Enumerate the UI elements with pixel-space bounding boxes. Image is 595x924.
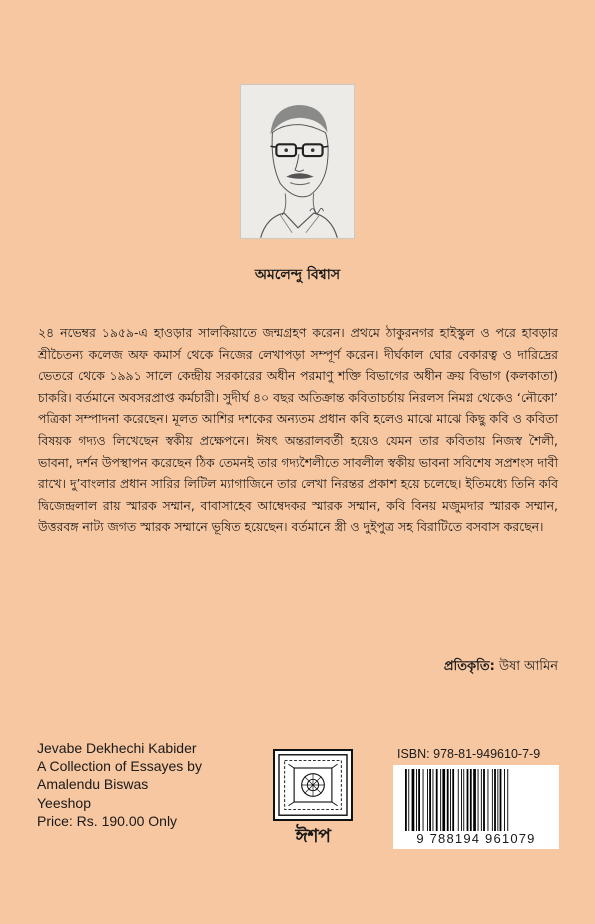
barcode-bars-icon <box>403 769 553 831</box>
portrait-credit-label: প্রতিকৃতি: <box>443 659 495 674</box>
book-publisher: Yeeshop <box>37 794 91 811</box>
portrait-credit <box>444 657 558 678</box>
author-portrait-sketch <box>240 84 355 239</box>
book-subtitle-line-1: A Collection of Essayes by <box>37 758 202 775</box>
barcode <box>393 765 559 849</box>
author-biography: ২৪ নভেম্বর ১৯৫৯-এ হাওড়ার সালকিয়াতে জন্মগ্রহণ করেন। প্রথমে ঠাকুরনগর হাইস্কুল ও পরে হাবড়ার শ্রীচৈতন্য কলেজ অফ কমার্স থেকে নিজের লেখাপড়া সম্পূর্ণ করেন। দীর্ঘকাল ঘোর বেকারত্ব ও দারিদ্রের ভেতরে থেকে ১৯৯১ সালে কেন্দ্রীয় সরকারের অধীন পরমাণু শক্তি বিভাগের অধীন ক্রয় বিভাগ (কলকাতা) চাকরি। বর্তমানে অবসরপ্রাপ্ত কর্মচারী। সুদীর্ঘ ৪০ বছর অতিক্রান্ত কবিতাচর্চায় নিরলস নিমগ্ন থেকেও ‘নৌকো’ পত্রিকা সম্পাদনা করেছেন। মূলত আশির দশকের অন্যতম প্রধান কবি হলেও মাঝে মাঝে কিছু কবি ও কবিতা বিষয়ক গদ্যও লিখেছেন স্বকীয় প্রক্ষেপনে। ঈষৎ অন্তরালবর্তী হয়েও যেমন তার কবিতায় নিজস্ব শৈলী, ভাবনা, দর্শন উপস্থাপন করেছেন ঠিক তেমনই তার গদ্যশৈলীতে সাবলীল স্বকীয় ভাবনা সবিশেষ সপ্রশংস দাবী রাখে। দু’বাংলার প্রধান সারির লিটিল ম্যাগাজিনে তার লেখা নিরন্তর প্রকাশ হয়ে চলেছে। ইতিমধ্যে তিনি কবি দ্বিজেন্দ্রলাল রায় স্মারক সম্মান, বাবাসাহেব আম্বেদকর স্মারক সম্মান, কবি বিনয় মজুমদার স্মারক সম্মান, উত্তরবঙ্গ নাট্য জগত স্মারক সম্মানে ভূষিত হয়েছেন। বর্তমানে স্ত্রী ও দুইপুত্র সহ বিরাটিতে বসবাস করছেন। <box>38 325 558 535</box>
isbn-label: ISBN: 978-81-949610-7-9 <box>397 747 541 761</box>
book-price: Price: Rs. 190.00 Only <box>37 812 178 829</box>
book-subtitle-line-2: Amalendu Biswas <box>37 776 149 793</box>
isbn-block <box>393 747 559 849</box>
author-name: অমলেন্দু বিশ্বাস <box>254 267 341 283</box>
publisher-logo-text: ঈশপ <box>295 825 331 847</box>
barcode-digits: 9 788194 961079 <box>416 831 536 846</box>
book-title: Jevabe Dekhechi Kabider <box>37 740 197 756</box>
publisher-logo <box>273 749 353 847</box>
book-info <box>37 739 202 830</box>
portrait-drawing <box>241 85 354 238</box>
portrait-credit-name: উষা আমিন <box>498 659 558 674</box>
mandala-icon <box>273 749 353 821</box>
